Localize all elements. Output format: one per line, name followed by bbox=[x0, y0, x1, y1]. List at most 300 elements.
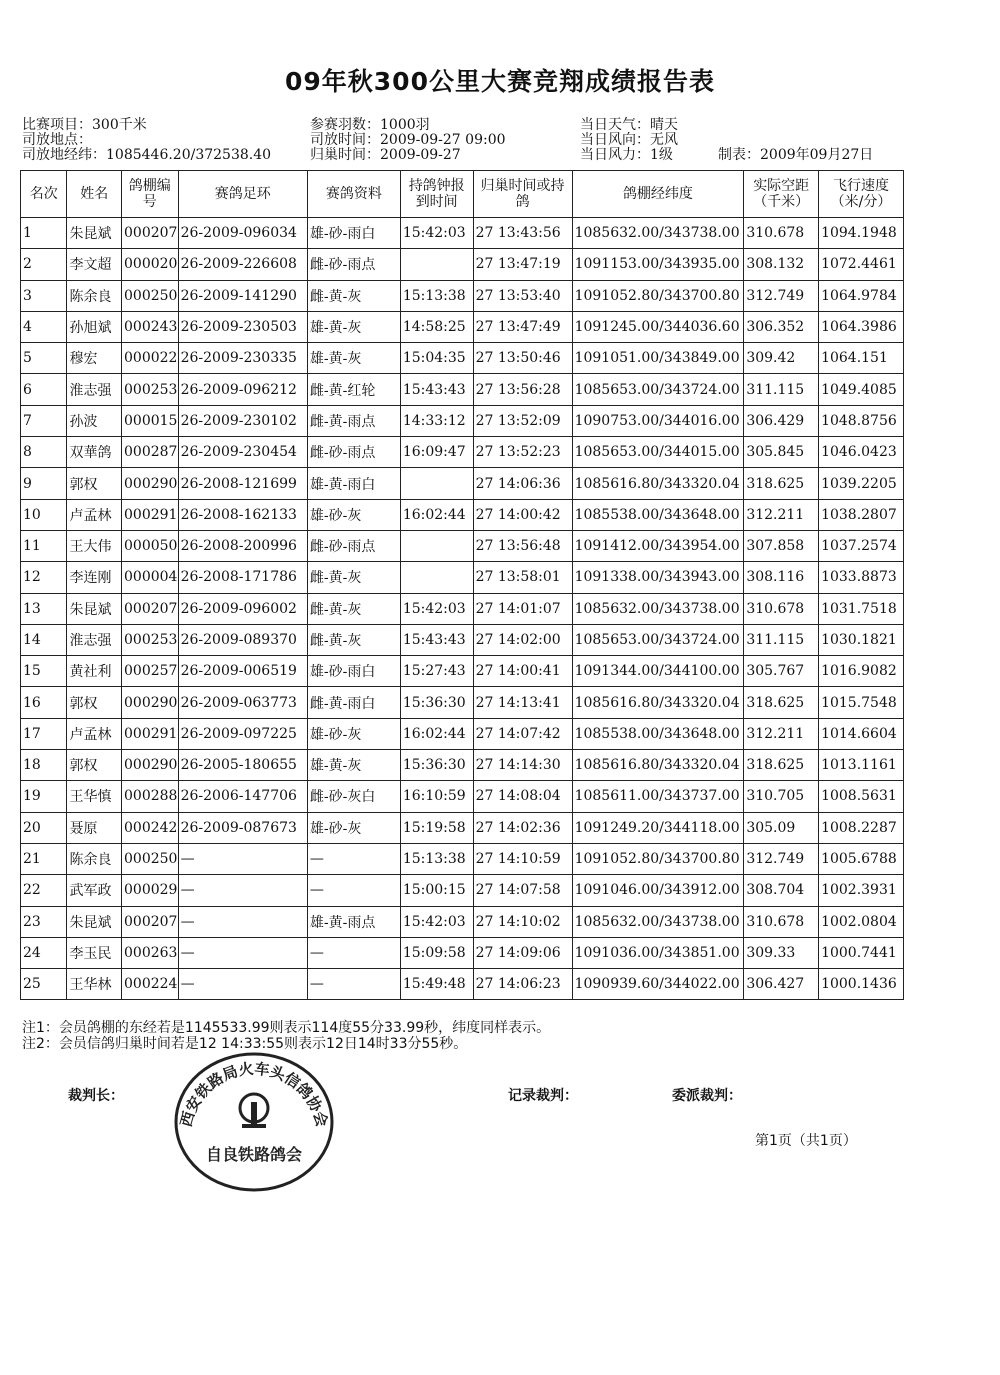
cell-rank: 22 bbox=[21, 875, 67, 906]
cell-distance: 305.09 bbox=[744, 812, 819, 843]
cell-info: 雄-黄-雨点 bbox=[307, 906, 400, 937]
cell-loft-coords: 1085653.00/344015.00 bbox=[572, 437, 744, 468]
cell-arrival: 27 14:00:42 bbox=[473, 499, 572, 530]
cell-ring: 26-2009-096212 bbox=[178, 374, 307, 405]
cell-arrival: 27 14:06:36 bbox=[473, 468, 572, 499]
table-row bbox=[21, 343, 904, 374]
cell-clock-time: 16:02:44 bbox=[400, 499, 473, 530]
cell-loft-coords: 1085632.00/343738.00 bbox=[572, 218, 744, 249]
table-row bbox=[21, 468, 904, 499]
cell-info: 雌-黄-灰 bbox=[307, 562, 400, 593]
cell-loft-coords: 1091036.00/343851.00 bbox=[572, 937, 744, 968]
cell-distance: 310.678 bbox=[744, 906, 819, 937]
cell-ring: — bbox=[178, 843, 307, 874]
cell-rank: 5 bbox=[21, 343, 67, 374]
cell-loft-id: 000207 bbox=[122, 906, 179, 937]
cell-ring: 26-2009-141290 bbox=[178, 280, 307, 311]
cell-loft-id: 000243 bbox=[122, 311, 179, 342]
cell-rank: 16 bbox=[21, 687, 67, 718]
association-seal bbox=[168, 1042, 340, 1194]
cell-rank: 6 bbox=[21, 374, 67, 405]
table-row bbox=[21, 656, 904, 687]
cell-info: 雌-黄-灰 bbox=[307, 624, 400, 655]
cell-clock-time: 15:13:38 bbox=[400, 843, 473, 874]
cell-rank: 17 bbox=[21, 718, 67, 749]
cell-speed: 1015.7548 bbox=[819, 687, 904, 718]
cell-loft-coords: 1085611.00/343737.00 bbox=[572, 781, 744, 812]
cell-distance: 308.132 bbox=[744, 249, 819, 280]
cell-speed: 1013.1161 bbox=[819, 750, 904, 781]
cell-clock-time bbox=[400, 562, 473, 593]
cell-info: 雌-砂-雨点 bbox=[307, 530, 400, 561]
cell-loft-id: 000287 bbox=[122, 437, 179, 468]
cell-name: 双華鸽 bbox=[67, 437, 122, 468]
cell-loft-coords: 1085538.00/343648.00 bbox=[572, 499, 744, 530]
cell-info: 雌-黄-雨白 bbox=[307, 687, 400, 718]
cell-speed: 1064.9784 bbox=[819, 280, 904, 311]
meta-weather: 当日天气：晴天 bbox=[580, 117, 678, 133]
cell-name: 孙波 bbox=[67, 405, 122, 436]
cell-distance: 312.211 bbox=[744, 499, 819, 530]
table-row bbox=[21, 969, 904, 1000]
cell-clock-time: 15:36:30 bbox=[400, 687, 473, 718]
cell-arrival: 27 14:00:41 bbox=[473, 656, 572, 687]
table-row bbox=[21, 562, 904, 593]
cell-loft-id: 000253 bbox=[122, 624, 179, 655]
seal-outer-text: 西安铁路局火车头信鸽协会 bbox=[176, 1059, 332, 1129]
cell-loft-id: 000029 bbox=[122, 875, 179, 906]
cell-distance: 306.429 bbox=[744, 405, 819, 436]
cell-ring: 26-2009-097225 bbox=[178, 718, 307, 749]
cell-name: 王华慎 bbox=[67, 781, 122, 812]
cell-loft-coords: 1091051.00/343849.00 bbox=[572, 343, 744, 374]
cell-loft-coords: 1091344.00/344100.00 bbox=[572, 656, 744, 687]
cell-speed: 1094.1948 bbox=[819, 218, 904, 249]
cell-distance: 311.115 bbox=[744, 624, 819, 655]
cell-loft-coords: 1085632.00/343738.00 bbox=[572, 906, 744, 937]
cell-loft-id: 000291 bbox=[122, 499, 179, 530]
cell-clock-time: 15:00:15 bbox=[400, 875, 473, 906]
cell-loft-coords: 1085616.80/343320.04 bbox=[572, 468, 744, 499]
cell-speed: 1000.1436 bbox=[819, 969, 904, 1000]
cell-distance: 306.427 bbox=[744, 969, 819, 1000]
note-1: 注1：会员鸽棚的东经若是1145533.99则表示114度55分33.99秒，纬度同样表示。 bbox=[22, 1020, 551, 1036]
header-distance: 实际空距（千米） bbox=[744, 171, 819, 218]
cell-name: 郭权 bbox=[67, 468, 122, 499]
cell-speed: 1039.2205 bbox=[819, 468, 904, 499]
cell-loft-coords: 1090939.60/344022.00 bbox=[572, 969, 744, 1000]
cell-loft-coords: 1091245.00/344036.60 bbox=[572, 311, 744, 342]
cell-name: 武军政 bbox=[67, 875, 122, 906]
meta-release-time: 司放时间：2009-09-27 09:00 bbox=[310, 132, 506, 148]
cell-loft-id: 000207 bbox=[122, 593, 179, 624]
table-row bbox=[21, 593, 904, 624]
cell-name: 王华林 bbox=[67, 969, 122, 1000]
cell-name: 淮志强 bbox=[67, 374, 122, 405]
note-2: 注2：会员信鸽归巢时间若是12 14:33:55则表示12日14时33分55秒。 bbox=[22, 1036, 468, 1052]
cell-speed: 1005.6788 bbox=[819, 843, 904, 874]
record-judge-label: 记录裁判： bbox=[508, 1088, 578, 1104]
cell-info: 雄-砂-雨白 bbox=[307, 656, 400, 687]
cell-ring: — bbox=[178, 875, 307, 906]
cell-speed: 1002.0804 bbox=[819, 906, 904, 937]
cell-distance: 310.705 bbox=[744, 781, 819, 812]
table-row bbox=[21, 280, 904, 311]
cell-ring: 26-2008-121699 bbox=[178, 468, 307, 499]
meta-wind-dir: 当日风向：无风 bbox=[580, 132, 678, 148]
cell-name: 王大伟 bbox=[67, 530, 122, 561]
cell-arrival: 27 13:52:23 bbox=[473, 437, 572, 468]
cell-distance: 310.678 bbox=[744, 593, 819, 624]
cell-speed: 1037.2574 bbox=[819, 530, 904, 561]
cell-arrival: 27 13:47:49 bbox=[473, 311, 572, 342]
cell-distance: 318.625 bbox=[744, 468, 819, 499]
cell-arrival: 27 13:56:48 bbox=[473, 530, 572, 561]
cell-clock-time: 16:09:47 bbox=[400, 437, 473, 468]
cell-ring: 26-2009-230503 bbox=[178, 311, 307, 342]
cell-rank: 15 bbox=[21, 656, 67, 687]
table-row bbox=[21, 875, 904, 906]
table-row bbox=[21, 437, 904, 468]
meta-coords: 司放地经纬：1085446.20/372538.40 bbox=[22, 147, 272, 163]
cell-loft-id: 000290 bbox=[122, 687, 179, 718]
table-row bbox=[21, 624, 904, 655]
cell-arrival: 27 14:06:23 bbox=[473, 969, 572, 1000]
cell-distance: 308.704 bbox=[744, 875, 819, 906]
cell-info: 雄-砂-灰 bbox=[307, 718, 400, 749]
cell-arrival: 27 14:08:04 bbox=[473, 781, 572, 812]
cell-rank: 20 bbox=[21, 812, 67, 843]
cell-info: 雌-黄-红轮 bbox=[307, 374, 400, 405]
cell-loft-coords: 1091249.20/344118.00 bbox=[572, 812, 744, 843]
cell-arrival: 27 13:47:19 bbox=[473, 249, 572, 280]
cell-loft-coords: 1091153.00/343935.00 bbox=[572, 249, 744, 280]
cell-arrival: 27 14:02:36 bbox=[473, 812, 572, 843]
meta-right bbox=[580, 118, 678, 163]
cell-loft-coords: 1091052.80/343700.80 bbox=[572, 280, 744, 311]
cell-loft-id: 000250 bbox=[122, 843, 179, 874]
cell-speed: 1002.3931 bbox=[819, 875, 904, 906]
header-ring: 赛鸽足环 bbox=[178, 171, 307, 218]
cell-arrival: 27 13:52:09 bbox=[473, 405, 572, 436]
cell-name: 淮志强 bbox=[67, 624, 122, 655]
cell-arrival: 27 14:07:42 bbox=[473, 718, 572, 749]
cell-rank: 4 bbox=[21, 311, 67, 342]
cell-distance: 318.625 bbox=[744, 687, 819, 718]
header-clock-time: 持鸽钟报到时间 bbox=[400, 171, 473, 218]
meta-event: 比赛项目：300千米 bbox=[22, 117, 147, 133]
cell-speed: 1014.6604 bbox=[819, 718, 904, 749]
table-row bbox=[21, 405, 904, 436]
cell-name: 黄社利 bbox=[67, 656, 122, 687]
cell-rank: 18 bbox=[21, 750, 67, 781]
table-row bbox=[21, 249, 904, 280]
cell-name: 陈余良 bbox=[67, 280, 122, 311]
cell-ring: — bbox=[178, 937, 307, 968]
cell-rank: 21 bbox=[21, 843, 67, 874]
cell-arrival: 27 13:50:46 bbox=[473, 343, 572, 374]
cell-arrival: 27 14:14:30 bbox=[473, 750, 572, 781]
cell-loft-coords: 1085653.00/343724.00 bbox=[572, 624, 744, 655]
cell-info: 雄-砂-灰 bbox=[307, 812, 400, 843]
cell-ring: 26-2008-162133 bbox=[178, 499, 307, 530]
cell-loft-coords: 1090753.00/344016.00 bbox=[572, 405, 744, 436]
table-header-row bbox=[21, 171, 904, 218]
cell-speed: 1038.2807 bbox=[819, 499, 904, 530]
cell-loft-id: 000022 bbox=[122, 343, 179, 374]
cell-speed: 1049.4085 bbox=[819, 374, 904, 405]
cell-rank: 12 bbox=[21, 562, 67, 593]
cell-clock-time: 14:33:12 bbox=[400, 405, 473, 436]
cell-info: 雌-砂-灰白 bbox=[307, 781, 400, 812]
cell-loft-id: 000015 bbox=[122, 405, 179, 436]
page-number: 第1页（共1页） bbox=[755, 1133, 857, 1149]
cell-ring: 26-2009-226608 bbox=[178, 249, 307, 280]
cell-loft-coords: 1091052.80/343700.80 bbox=[572, 843, 744, 874]
meta-left bbox=[22, 118, 271, 163]
cell-loft-coords: 1085616.80/343320.04 bbox=[572, 750, 744, 781]
cell-name: 穆宏 bbox=[67, 343, 122, 374]
cell-speed: 1016.9082 bbox=[819, 656, 904, 687]
table-row bbox=[21, 499, 904, 530]
meta-wind-force: 当日风力：1级 bbox=[580, 147, 673, 163]
chief-judge-label: 裁判长： bbox=[68, 1088, 124, 1104]
cell-rank: 1 bbox=[21, 218, 67, 249]
cell-clock-time: 15:43:43 bbox=[400, 624, 473, 655]
cell-clock-time: 15:19:58 bbox=[400, 812, 473, 843]
cell-info: 雌-砂-雨点 bbox=[307, 437, 400, 468]
cell-loft-coords: 1091338.00/343943.00 bbox=[572, 562, 744, 593]
cell-clock-time: 15:42:03 bbox=[400, 906, 473, 937]
cell-speed: 1031.7518 bbox=[819, 593, 904, 624]
cell-loft-id: 000263 bbox=[122, 937, 179, 968]
cell-speed: 1008.5631 bbox=[819, 781, 904, 812]
cell-name: 郭权 bbox=[67, 750, 122, 781]
cell-name: 朱昆斌 bbox=[67, 593, 122, 624]
cell-distance: 312.749 bbox=[744, 843, 819, 874]
cell-ring: — bbox=[178, 906, 307, 937]
cell-loft-coords: 1085538.00/343648.00 bbox=[572, 718, 744, 749]
cell-loft-id: 000207 bbox=[122, 218, 179, 249]
cell-loft-id: 000288 bbox=[122, 781, 179, 812]
cell-speed: 1072.4461 bbox=[819, 249, 904, 280]
cell-clock-time: 15:49:48 bbox=[400, 969, 473, 1000]
cell-name: 卢孟林 bbox=[67, 718, 122, 749]
cell-name: 朱昆斌 bbox=[67, 906, 122, 937]
cell-loft-coords: 1091046.00/343912.00 bbox=[572, 875, 744, 906]
cell-info: 雄-砂-灰 bbox=[307, 499, 400, 530]
cell-name: 李连刚 bbox=[67, 562, 122, 593]
cell-arrival: 27 13:43:56 bbox=[473, 218, 572, 249]
cell-arrival: 27 13:53:40 bbox=[473, 280, 572, 311]
cell-loft-id: 000020 bbox=[122, 249, 179, 280]
cell-name: 朱昆斌 bbox=[67, 218, 122, 249]
cell-clock-time bbox=[400, 468, 473, 499]
cell-ring: 26-2009-006519 bbox=[178, 656, 307, 687]
cell-clock-time: 15:43:43 bbox=[400, 374, 473, 405]
cell-arrival: 27 13:56:28 bbox=[473, 374, 572, 405]
cell-speed: 1064.3986 bbox=[819, 311, 904, 342]
cell-arrival: 27 14:09:06 bbox=[473, 937, 572, 968]
cell-clock-time: 15:13:38 bbox=[400, 280, 473, 311]
cell-ring: 26-2009-230454 bbox=[178, 437, 307, 468]
cell-loft-id: 000257 bbox=[122, 656, 179, 687]
cell-ring: — bbox=[178, 969, 307, 1000]
cell-info: 雌-黄-灰 bbox=[307, 280, 400, 311]
meta-return-time: 归巢时间：2009-09-27 bbox=[310, 147, 461, 163]
cell-distance: 312.211 bbox=[744, 718, 819, 749]
cell-arrival: 27 14:10:59 bbox=[473, 843, 572, 874]
cell-arrival: 27 14:01:07 bbox=[473, 593, 572, 624]
cell-info: — bbox=[307, 843, 400, 874]
cell-loft-coords: 1085653.00/343724.00 bbox=[572, 374, 744, 405]
cell-info: 雄-砂-雨白 bbox=[307, 218, 400, 249]
header-speed: 飞行速度（米/分） bbox=[819, 171, 904, 218]
cell-ring: 26-2008-200996 bbox=[178, 530, 307, 561]
cell-distance: 312.749 bbox=[744, 280, 819, 311]
table-row bbox=[21, 718, 904, 749]
cell-distance: 305.767 bbox=[744, 656, 819, 687]
report-title: 09年秋300公里大赛竞翔成绩报告表 bbox=[285, 67, 715, 96]
cell-name: 郭权 bbox=[67, 687, 122, 718]
cell-loft-id: 000224 bbox=[122, 969, 179, 1000]
cell-loft-id: 000290 bbox=[122, 750, 179, 781]
table-row bbox=[21, 937, 904, 968]
cell-speed: 1064.151 bbox=[819, 343, 904, 374]
cell-distance: 306.352 bbox=[744, 311, 819, 342]
cell-rank: 3 bbox=[21, 280, 67, 311]
cell-clock-time bbox=[400, 530, 473, 561]
cell-loft-id: 000242 bbox=[122, 812, 179, 843]
assigned-judge-label: 委派裁判： bbox=[672, 1088, 742, 1104]
cell-name: 李玉民 bbox=[67, 937, 122, 968]
cell-rank: 7 bbox=[21, 405, 67, 436]
meta-release-place: 司放地点： bbox=[22, 132, 92, 148]
cell-speed: 1046.0423 bbox=[819, 437, 904, 468]
cell-ring: 26-2009-087673 bbox=[178, 812, 307, 843]
cell-clock-time: 15:42:03 bbox=[400, 218, 473, 249]
cell-rank: 10 bbox=[21, 499, 67, 530]
table-row bbox=[21, 374, 904, 405]
cell-ring: 26-2009-089370 bbox=[178, 624, 307, 655]
cell-distance: 309.42 bbox=[744, 343, 819, 374]
table-row bbox=[21, 843, 904, 874]
cell-info: — bbox=[307, 875, 400, 906]
cell-distance: 311.115 bbox=[744, 374, 819, 405]
meta-entries: 参赛羽数：1000羽 bbox=[310, 117, 430, 133]
table-row bbox=[21, 530, 904, 561]
meta-made-on: 制表：2009年09月27日 bbox=[718, 147, 874, 163]
cell-speed: 1000.7441 bbox=[819, 937, 904, 968]
cell-arrival: 27 13:58:01 bbox=[473, 562, 572, 593]
cell-speed: 1033.8873 bbox=[819, 562, 904, 593]
cell-ring: 26-2005-180655 bbox=[178, 750, 307, 781]
header-loft-id: 鸽棚编号 bbox=[122, 171, 179, 218]
cell-info: 雌-黄-雨点 bbox=[307, 405, 400, 436]
cell-loft-id: 000291 bbox=[122, 718, 179, 749]
cell-info: 雄-黄-灰 bbox=[307, 343, 400, 374]
cell-arrival: 27 14:07:58 bbox=[473, 875, 572, 906]
cell-name: 卢孟林 bbox=[67, 499, 122, 530]
cell-speed: 1048.8756 bbox=[819, 405, 904, 436]
cell-info: 雄-黄-灰 bbox=[307, 750, 400, 781]
table-row bbox=[21, 687, 904, 718]
cell-ring: 26-2009-096002 bbox=[178, 593, 307, 624]
cell-clock-time: 15:42:03 bbox=[400, 593, 473, 624]
cell-loft-id: 000004 bbox=[122, 562, 179, 593]
cell-clock-time: 15:27:43 bbox=[400, 656, 473, 687]
cell-ring: 26-2008-171786 bbox=[178, 562, 307, 593]
seal-inner-text: 自良铁路鸽会 bbox=[205, 1145, 303, 1164]
cell-distance: 308.116 bbox=[744, 562, 819, 593]
cell-rank: 8 bbox=[21, 437, 67, 468]
cell-loft-coords: 1085632.00/343738.00 bbox=[572, 593, 744, 624]
cell-distance: 310.678 bbox=[744, 218, 819, 249]
cell-rank: 11 bbox=[21, 530, 67, 561]
cell-info: 雄-黄-灰 bbox=[307, 311, 400, 342]
header-name: 姓名 bbox=[67, 171, 122, 218]
cell-clock-time bbox=[400, 249, 473, 280]
cell-clock-time: 15:04:35 bbox=[400, 343, 473, 374]
cell-name: 李文超 bbox=[67, 249, 122, 280]
cell-clock-time: 15:09:58 bbox=[400, 937, 473, 968]
cell-arrival: 27 14:13:41 bbox=[473, 687, 572, 718]
cell-arrival: 27 14:02:00 bbox=[473, 624, 572, 655]
cell-clock-time: 14:58:25 bbox=[400, 311, 473, 342]
cell-info: 雌-砂-雨点 bbox=[307, 249, 400, 280]
cell-rank: 9 bbox=[21, 468, 67, 499]
cell-clock-time: 16:02:44 bbox=[400, 718, 473, 749]
cell-rank: 2 bbox=[21, 249, 67, 280]
cell-rank: 23 bbox=[21, 906, 67, 937]
cell-rank: 13 bbox=[21, 593, 67, 624]
cell-name: 聂原 bbox=[67, 812, 122, 843]
cell-rank: 25 bbox=[21, 969, 67, 1000]
cell-distance: 318.625 bbox=[744, 750, 819, 781]
results-table bbox=[20, 170, 904, 1000]
header-loft-coords: 鸽棚经纬度 bbox=[572, 171, 744, 218]
cell-distance: 307.858 bbox=[744, 530, 819, 561]
cell-speed: 1030.1821 bbox=[819, 624, 904, 655]
cell-rank: 19 bbox=[21, 781, 67, 812]
header-info: 赛鸽资料 bbox=[307, 171, 400, 218]
cell-ring: 26-2006-147706 bbox=[178, 781, 307, 812]
cell-clock-time: 16:10:59 bbox=[400, 781, 473, 812]
cell-info: — bbox=[307, 937, 400, 968]
cell-info: — bbox=[307, 969, 400, 1000]
cell-info: 雄-黄-雨白 bbox=[307, 468, 400, 499]
cell-ring: 26-2009-096034 bbox=[178, 218, 307, 249]
cell-loft-coords: 1085616.80/343320.04 bbox=[572, 687, 744, 718]
table-row bbox=[21, 906, 904, 937]
table-row bbox=[21, 812, 904, 843]
cell-arrival: 27 14:10:02 bbox=[473, 906, 572, 937]
cell-loft-id: 000250 bbox=[122, 280, 179, 311]
meta-middle bbox=[310, 118, 506, 163]
cell-loft-id: 000050 bbox=[122, 530, 179, 561]
cell-name: 孙旭斌 bbox=[67, 311, 122, 342]
cell-clock-time: 15:36:30 bbox=[400, 750, 473, 781]
cell-ring: 26-2009-063773 bbox=[178, 687, 307, 718]
cell-loft-id: 000290 bbox=[122, 468, 179, 499]
cell-loft-id: 000253 bbox=[122, 374, 179, 405]
cell-name: 陈余良 bbox=[67, 843, 122, 874]
cell-ring: 26-2009-230335 bbox=[178, 343, 307, 374]
cell-rank: 24 bbox=[21, 937, 67, 968]
seal-graphic bbox=[168, 1042, 340, 1194]
cell-rank: 14 bbox=[21, 624, 67, 655]
cell-ring: 26-2009-230102 bbox=[178, 405, 307, 436]
